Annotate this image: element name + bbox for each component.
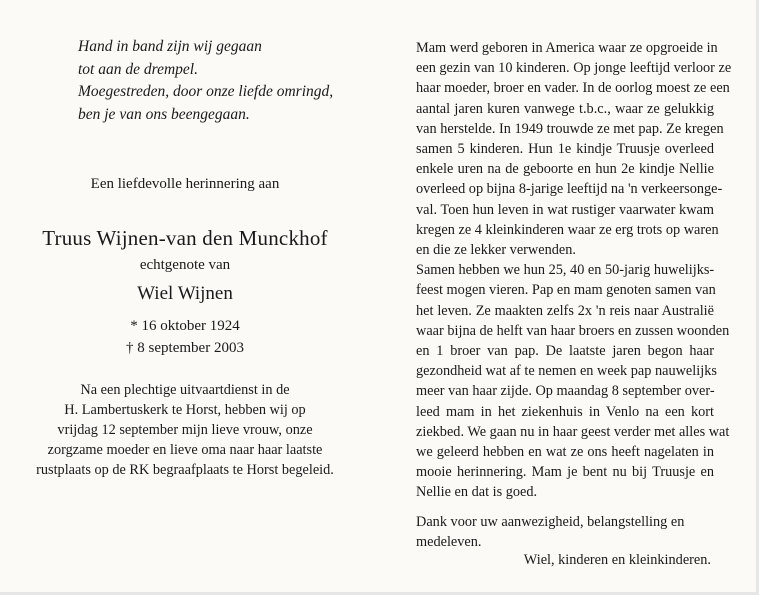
bio-line: feest mogen vieren. Pap en mam genoten samen van xyxy=(416,282,716,299)
thanks-text xyxy=(416,512,684,552)
poem-line: Moegestreden, door onze liefde omringd, xyxy=(78,83,334,100)
signature: Wiel, kinderen en kleinkinderen. xyxy=(523,552,711,568)
bio-line: Mam werd geboren in America waar ze opgroeide in xyxy=(416,40,718,56)
bio-line: meer van haar zijde. Op maandag 8 september over- xyxy=(416,383,715,400)
deceased-name: Truus Wijnen-van den Munckhof xyxy=(42,226,328,250)
poem-line: tot aan de drempel. xyxy=(78,60,198,78)
bio-line: gezondheid wat af te nemen en week pap nauwelijks xyxy=(416,363,717,380)
bio-line: en 1 broer van pap. De laatste jaren begon haar xyxy=(416,343,714,360)
spouse-name: Wiel Wijnen xyxy=(137,283,233,304)
bio-line: mooie herinnering. Mam je bent nu bij Truusje en xyxy=(416,464,714,481)
poem xyxy=(78,36,333,126)
bio-line: Nellie en dat is goed. xyxy=(416,484,538,501)
thanks-line: Dank voor uw aanwezigheid, belangstelling en xyxy=(416,514,685,530)
bio-line: we geleerd hebben en wat ze ons heeft nagelaten in xyxy=(416,444,714,461)
funeral-line: vrijdag 12 september mijn lieve vrouw, onze xyxy=(57,422,313,438)
thanks-line: medeleven. xyxy=(416,534,482,551)
birth-date: * 16 oktober 1924 xyxy=(130,318,240,334)
death-date: † 8 september 2003 xyxy=(126,340,244,356)
bio-line: enkele uren na de geboorte en hun 2e kindje Nellie xyxy=(416,161,714,178)
bio-line: val. Toen hun leven in wat rustiger vaarwater kwam xyxy=(416,201,714,218)
biography xyxy=(416,38,732,503)
funeral-line: H. Lambertuskerk te Horst, hebben wij op xyxy=(64,402,306,418)
bio-line: van herstelde. In 1949 trouwde ze met pap. Ze kregen xyxy=(416,120,724,137)
funeral-line: zorgzame moeder en lieve oma naar haar laatste xyxy=(47,442,323,458)
poem-line: Hand in band zijn wij gegaan xyxy=(78,38,262,55)
bio-line: en die ze lekker verwenden. xyxy=(416,242,576,259)
bio-line: samen 5 kinderen. Hun 1e kindje Truusje overleed xyxy=(416,141,714,158)
bio-line: kregen ze 4 kleinkinderen waar ze erg trots op waren xyxy=(416,221,719,238)
funeral-text xyxy=(0,380,370,480)
bio-line: een gezin van 10 kinderen. Op jonge leeftijd verloor ze xyxy=(416,60,732,77)
bio-line: leed mam in het ziekenhuis in Venlo na een kort xyxy=(416,403,714,420)
poem-line: ben je van ons beengegaan. xyxy=(78,105,250,123)
funeral-line: rustplaats op de RK begraafplaats te Horst begeleid. xyxy=(36,462,334,478)
bio-line: haar moeder, broer en vader. In de oorlog moest ze een xyxy=(416,80,730,97)
funeral-line: Na een plechtige uitvaartdienst in de xyxy=(80,382,290,398)
bio-line: ziekbed. We gaan nu in haar geest verder met alles wat xyxy=(416,423,730,440)
bio-line: waar bijna de helft van haar broers en zussen woonden xyxy=(416,322,730,339)
bio-line: Samen hebben we hun 25, 40 en 50-jarig huwelijks- xyxy=(416,262,715,279)
bio-line: aantal jaren kuren vanwege t.b.c., waar ze gelukkig xyxy=(416,100,714,117)
spouse-label: echtgenote van xyxy=(139,257,231,273)
bio-line: het leven. Ze maakten zelfs 2x 'n reis naar Australië xyxy=(416,302,714,319)
intro-text: Een liefdevolle herinnering aan xyxy=(90,176,280,192)
bio-line: overleed op bijna 8-jarige leeftijd na 'n verkeersonge- xyxy=(416,181,723,198)
